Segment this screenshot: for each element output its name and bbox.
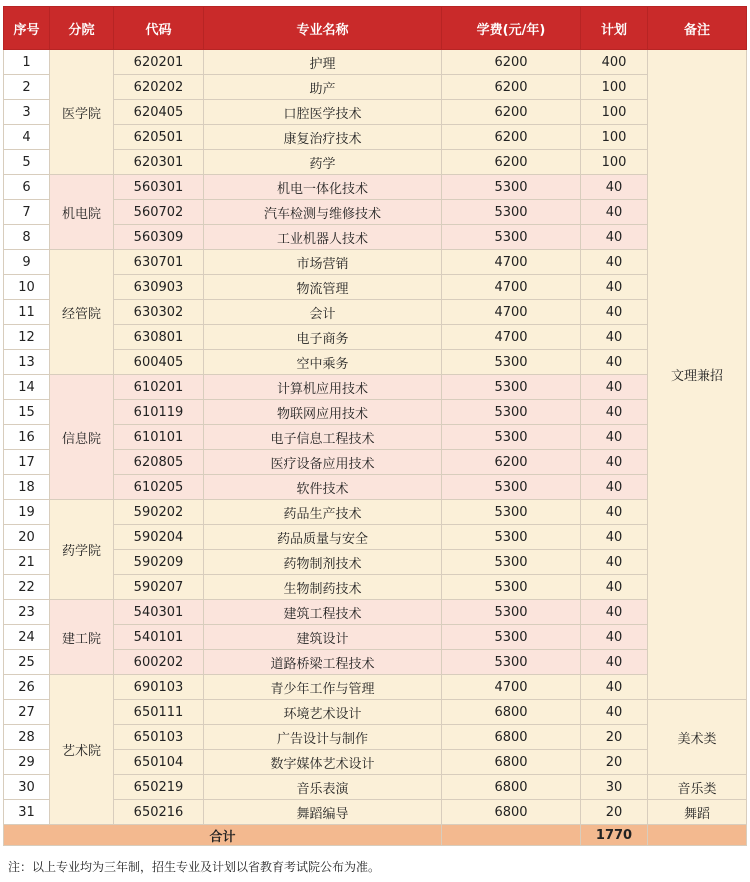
major-name: 药物制剂技术 <box>204 550 442 575</box>
major-code: 600202 <box>114 650 204 675</box>
remark: 文理兼招 <box>648 50 747 700</box>
row-index: 29 <box>4 750 50 775</box>
major-name: 青少年工作与管理 <box>204 675 442 700</box>
plan-count: 40 <box>581 600 648 625</box>
department-name: 信息院 <box>50 375 114 500</box>
tuition-fee: 4700 <box>442 275 581 300</box>
tuition-fee: 6200 <box>442 125 581 150</box>
major-name: 口腔医学技术 <box>204 100 442 125</box>
major-name: 空中乘务 <box>204 350 442 375</box>
major-code: 650111 <box>114 700 204 725</box>
enrollment-plan-table <box>3 6 747 846</box>
tuition-fee: 6200 <box>442 50 581 75</box>
tuition-fee: 5300 <box>442 575 581 600</box>
table-row <box>4 575 747 600</box>
plan-count: 40 <box>581 475 648 500</box>
plan-count: 400 <box>581 50 648 75</box>
department-name: 建工院 <box>50 600 114 675</box>
plan-count: 40 <box>581 525 648 550</box>
tuition-fee: 6200 <box>442 450 581 475</box>
tuition-fee: 5300 <box>442 375 581 400</box>
table-body <box>4 50 747 825</box>
table-row <box>4 225 747 250</box>
total-label: 合计 <box>4 825 442 846</box>
department-name: 机电院 <box>50 175 114 250</box>
table-row <box>4 500 747 525</box>
table-row <box>4 200 747 225</box>
row-index: 19 <box>4 500 50 525</box>
row-index: 24 <box>4 625 50 650</box>
major-code: 630701 <box>114 250 204 275</box>
tuition-fee: 5300 <box>442 350 581 375</box>
major-name: 道路桥梁工程技术 <box>204 650 442 675</box>
remark: 美术类 <box>648 700 747 775</box>
major-name: 建筑工程技术 <box>204 600 442 625</box>
major-code: 690103 <box>114 675 204 700</box>
major-code: 560309 <box>114 225 204 250</box>
row-index: 6 <box>4 175 50 200</box>
tuition-fee: 5300 <box>442 475 581 500</box>
plan-count: 20 <box>581 750 648 775</box>
major-code: 610119 <box>114 400 204 425</box>
table-row <box>4 350 747 375</box>
major-code: 650104 <box>114 750 204 775</box>
plan-count: 100 <box>581 150 648 175</box>
row-index: 11 <box>4 300 50 325</box>
tuition-fee: 4700 <box>442 675 581 700</box>
major-name: 市场营销 <box>204 250 442 275</box>
remark: 舞蹈 <box>648 800 747 825</box>
table-row <box>4 175 747 200</box>
major-name: 音乐表演 <box>204 775 442 800</box>
plan-count: 40 <box>581 350 648 375</box>
row-index: 26 <box>4 675 50 700</box>
tuition-fee: 5300 <box>442 550 581 575</box>
plan-count: 40 <box>581 575 648 600</box>
row-index: 27 <box>4 700 50 725</box>
major-code: 560301 <box>114 175 204 200</box>
plan-count: 40 <box>581 375 648 400</box>
table-row <box>4 525 747 550</box>
row-index: 17 <box>4 450 50 475</box>
table-row <box>4 725 747 750</box>
major-name: 电子信息工程技术 <box>204 425 442 450</box>
major-name: 护理 <box>204 50 442 75</box>
tuition-fee: 5300 <box>442 225 581 250</box>
major-name: 建筑设计 <box>204 625 442 650</box>
major-code: 590209 <box>114 550 204 575</box>
major-name: 数字媒体艺术设计 <box>204 750 442 775</box>
table-row <box>4 275 747 300</box>
department-name: 药学院 <box>50 500 114 600</box>
major-name: 医疗设备应用技术 <box>204 450 442 475</box>
plan-count: 40 <box>581 250 648 275</box>
department-name: 医学院 <box>50 50 114 175</box>
tuition-fee: 4700 <box>442 300 581 325</box>
major-code: 620301 <box>114 150 204 175</box>
plan-count: 40 <box>581 400 648 425</box>
tuition-fee: 5300 <box>442 525 581 550</box>
total-plan: 1770 <box>581 825 648 846</box>
major-name: 电子商务 <box>204 325 442 350</box>
table-row <box>4 250 747 275</box>
tuition-fee: 6800 <box>442 800 581 825</box>
major-code: 620202 <box>114 75 204 100</box>
plan-count: 40 <box>581 300 648 325</box>
major-name: 机电一体化技术 <box>204 175 442 200</box>
header-fee: 学费(元/年) <box>442 7 581 50</box>
row-index: 12 <box>4 325 50 350</box>
major-code: 620805 <box>114 450 204 475</box>
plan-count: 100 <box>581 125 648 150</box>
row-index: 25 <box>4 650 50 675</box>
tuition-fee: 6200 <box>442 100 581 125</box>
major-name: 舞蹈编导 <box>204 800 442 825</box>
row-index: 1 <box>4 50 50 75</box>
tuition-fee: 5300 <box>442 500 581 525</box>
major-code: 610101 <box>114 425 204 450</box>
major-name: 药学 <box>204 150 442 175</box>
major-code: 590204 <box>114 525 204 550</box>
major-code: 650216 <box>114 800 204 825</box>
table-row <box>4 800 747 825</box>
plan-count: 100 <box>581 100 648 125</box>
plan-count: 20 <box>581 725 648 750</box>
table-row <box>4 625 747 650</box>
major-name: 工业机器人技术 <box>204 225 442 250</box>
row-index: 4 <box>4 125 50 150</box>
header-plan: 计划 <box>581 7 648 50</box>
tuition-fee: 5300 <box>442 625 581 650</box>
major-code: 620405 <box>114 100 204 125</box>
tuition-fee: 5300 <box>442 200 581 225</box>
department-name: 艺术院 <box>50 675 114 825</box>
total-row <box>4 825 747 846</box>
row-index: 20 <box>4 525 50 550</box>
table-row <box>4 325 747 350</box>
major-name: 会计 <box>204 300 442 325</box>
major-code: 620501 <box>114 125 204 150</box>
major-name: 药品生产技术 <box>204 500 442 525</box>
row-index: 23 <box>4 600 50 625</box>
tuition-fee: 4700 <box>442 325 581 350</box>
table-row <box>4 750 747 775</box>
plan-count: 40 <box>581 650 648 675</box>
total-fee-cell <box>442 825 581 846</box>
tuition-fee: 6800 <box>442 700 581 725</box>
tuition-fee: 6800 <box>442 750 581 775</box>
plan-count: 100 <box>581 75 648 100</box>
row-index: 5 <box>4 150 50 175</box>
header-department: 分院 <box>50 7 114 50</box>
table-row <box>4 550 747 575</box>
table-row <box>4 475 747 500</box>
tuition-fee: 6200 <box>442 75 581 100</box>
major-name: 汽车检测与维修技术 <box>204 200 442 225</box>
tuition-fee: 6800 <box>442 725 581 750</box>
table-row <box>4 425 747 450</box>
row-index: 14 <box>4 375 50 400</box>
table-row <box>4 150 747 175</box>
remark: 音乐类 <box>648 775 747 800</box>
major-name: 广告设计与制作 <box>204 725 442 750</box>
plan-count: 40 <box>581 225 648 250</box>
major-name: 环境艺术设计 <box>204 700 442 725</box>
header-major: 专业名称 <box>204 7 442 50</box>
table-header-row <box>4 7 747 50</box>
major-name: 计算机应用技术 <box>204 375 442 400</box>
plan-count: 40 <box>581 550 648 575</box>
major-code: 620201 <box>114 50 204 75</box>
major-name: 软件技术 <box>204 475 442 500</box>
row-index: 2 <box>4 75 50 100</box>
tuition-fee: 6200 <box>442 150 581 175</box>
plan-count: 40 <box>581 675 648 700</box>
plan-count: 40 <box>581 425 648 450</box>
table-row <box>4 300 747 325</box>
table-row <box>4 775 747 800</box>
major-name: 生物制药技术 <box>204 575 442 600</box>
plan-count: 40 <box>581 700 648 725</box>
major-code: 610201 <box>114 375 204 400</box>
footnote: 注：以上专业均为三年制，招生专业及计划以省教育考试院公布为准。 <box>8 860 381 874</box>
tuition-fee: 5300 <box>442 425 581 450</box>
major-code: 650103 <box>114 725 204 750</box>
row-index: 21 <box>4 550 50 575</box>
plan-count: 40 <box>581 175 648 200</box>
tuition-fee: 5300 <box>442 600 581 625</box>
major-code: 600405 <box>114 350 204 375</box>
plan-count: 40 <box>581 325 648 350</box>
plan-count: 20 <box>581 800 648 825</box>
table-row <box>4 50 747 75</box>
row-index: 28 <box>4 725 50 750</box>
major-code: 560702 <box>114 200 204 225</box>
table-row <box>4 400 747 425</box>
table-row <box>4 125 747 150</box>
major-code: 590207 <box>114 575 204 600</box>
row-index: 8 <box>4 225 50 250</box>
tuition-fee: 5300 <box>442 650 581 675</box>
plan-count: 40 <box>581 500 648 525</box>
major-code: 540101 <box>114 625 204 650</box>
major-code: 630801 <box>114 325 204 350</box>
row-index: 31 <box>4 800 50 825</box>
plan-count: 30 <box>581 775 648 800</box>
major-code: 610205 <box>114 475 204 500</box>
plan-count: 40 <box>581 625 648 650</box>
tuition-fee: 4700 <box>442 250 581 275</box>
row-index: 9 <box>4 250 50 275</box>
plan-count: 40 <box>581 450 648 475</box>
table-row <box>4 650 747 675</box>
table-row <box>4 450 747 475</box>
row-index: 10 <box>4 275 50 300</box>
row-index: 16 <box>4 425 50 450</box>
table-row <box>4 75 747 100</box>
row-index: 7 <box>4 200 50 225</box>
row-index: 15 <box>4 400 50 425</box>
header-remark: 备注 <box>648 7 747 50</box>
row-index: 18 <box>4 475 50 500</box>
plan-count: 40 <box>581 200 648 225</box>
tuition-fee: 6800 <box>442 775 581 800</box>
table-row <box>4 375 747 400</box>
row-index: 3 <box>4 100 50 125</box>
tuition-fee: 5300 <box>442 175 581 200</box>
major-name: 康复治疗技术 <box>204 125 442 150</box>
table-row <box>4 675 747 700</box>
header-code: 代码 <box>114 7 204 50</box>
plan-count: 40 <box>581 275 648 300</box>
major-code: 650219 <box>114 775 204 800</box>
major-code: 630903 <box>114 275 204 300</box>
major-code: 630302 <box>114 300 204 325</box>
row-index: 30 <box>4 775 50 800</box>
tuition-fee: 5300 <box>442 400 581 425</box>
table-row <box>4 100 747 125</box>
row-index: 22 <box>4 575 50 600</box>
department-name: 经管院 <box>50 250 114 375</box>
major-name: 助产 <box>204 75 442 100</box>
header-index: 序号 <box>4 7 50 50</box>
table-row <box>4 700 747 725</box>
major-name: 物流管理 <box>204 275 442 300</box>
major-code: 590202 <box>114 500 204 525</box>
total-remark-cell <box>648 825 747 846</box>
major-name: 药品质量与安全 <box>204 525 442 550</box>
major-name: 物联网应用技术 <box>204 400 442 425</box>
major-code: 540301 <box>114 600 204 625</box>
table-row <box>4 600 747 625</box>
row-index: 13 <box>4 350 50 375</box>
